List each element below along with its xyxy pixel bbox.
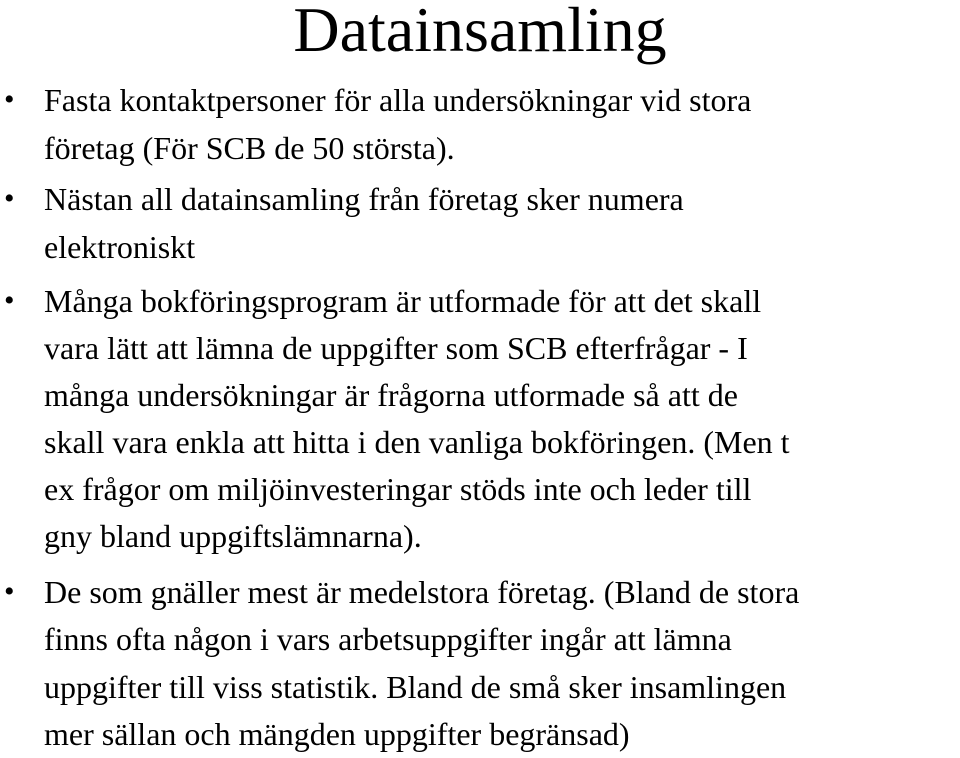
bullet-line: skall vara enkla att hitta i den vanliga bokföringen. (Men t — [44, 424, 790, 460]
bullet-line: elektroniskt — [44, 229, 196, 265]
bullet-line: uppgifter till viss statistik. Bland de små sker insamlingen — [44, 668, 787, 705]
bullet-marker: • — [4, 83, 15, 116]
bullet-line: gny bland uppgiftslämnarna). — [44, 518, 422, 554]
slide-title: Datainsamling — [293, 0, 667, 65]
bullet-marker: • — [4, 575, 15, 608]
bullet-line: Nästan all datainsamling från företag sker numera — [44, 181, 684, 217]
bullet-line: Fasta kontaktpersoner för alla undersökningar vid stora — [44, 82, 752, 118]
bullet-text — [44, 76, 958, 172]
bullet-line: finns ofta någon i vars arbetsuppgifter ingår att lämna — [44, 621, 732, 658]
bullet-marker: • — [4, 182, 15, 215]
bullet-line: företag (För SCB de 50 största). — [44, 130, 455, 166]
bullet-marker: • — [4, 284, 15, 317]
bullet-line: många undersökningar är frågorna utformade så att de — [44, 377, 738, 413]
bullet-line: De som gnäller mest är medelstora företag. (Bland de stora — [44, 574, 800, 610]
bullet-line: mer sällan och mängden uppgifter begränsad) — [44, 715, 630, 752]
bullet-text — [44, 277, 958, 559]
bullet-text — [44, 568, 958, 757]
bullet-text — [44, 175, 958, 271]
bullet-line: Många bokföringsprogram är utformade för att det skall — [44, 283, 762, 319]
bullet-line: ex frågor om miljöinvesteringar stöds inte och leder till — [44, 471, 752, 507]
bullet-line: vara lätt att lämna de uppgifter som SCB efterfrågar - I — [44, 330, 748, 366]
